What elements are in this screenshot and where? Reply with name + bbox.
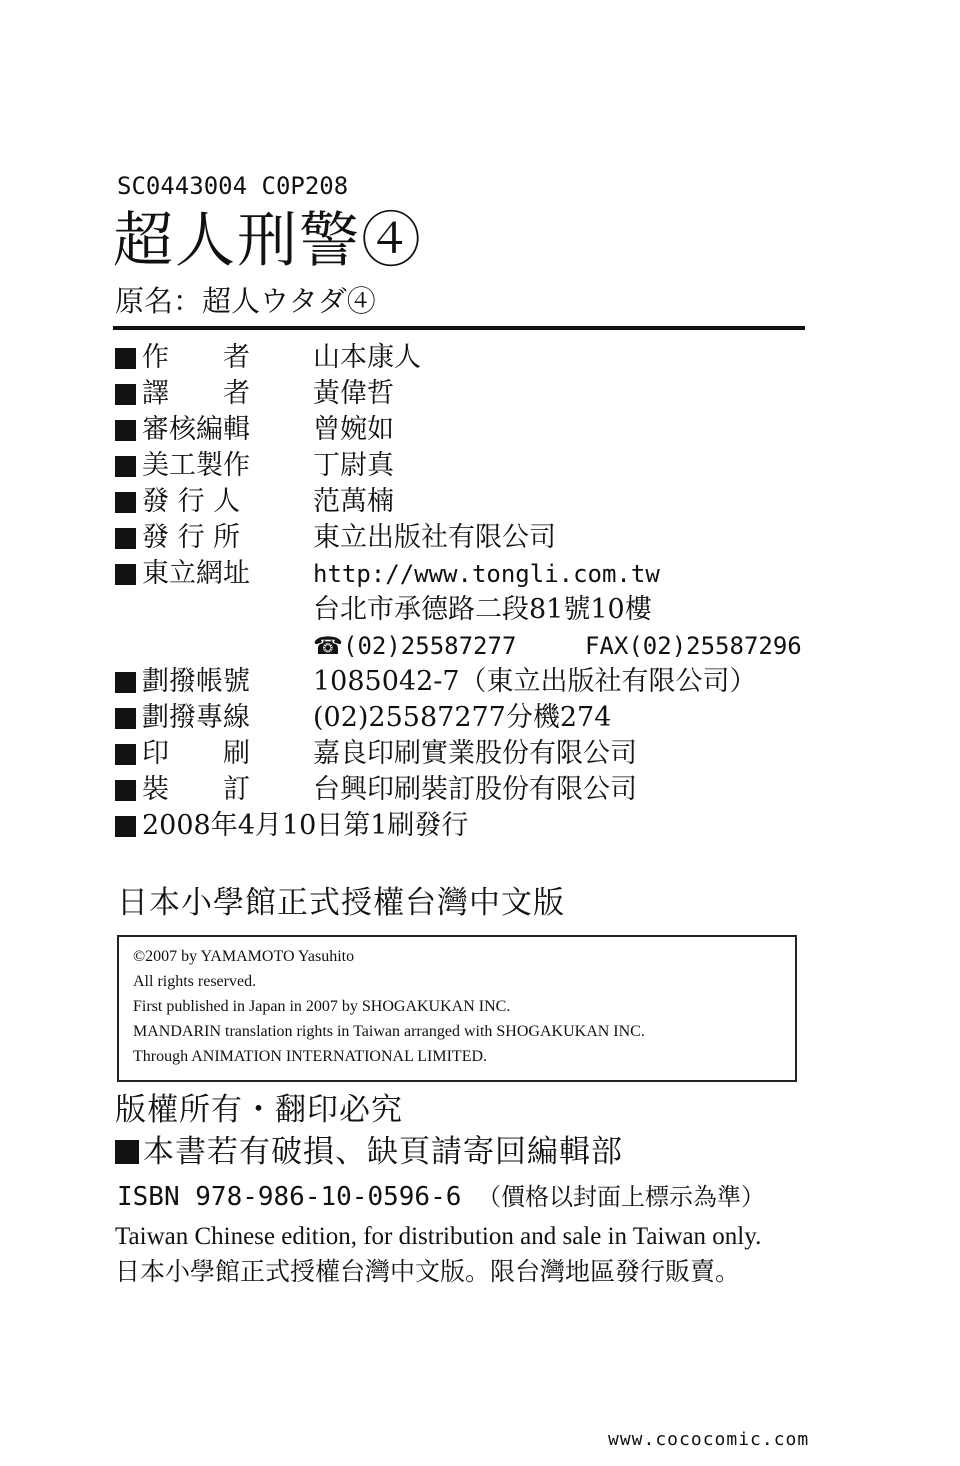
credit-row-art	[115, 448, 815, 484]
bullet-square-icon	[115, 420, 136, 441]
credit-row-website	[115, 556, 815, 592]
phone-row	[115, 628, 815, 664]
credit-value: 山本康人	[313, 342, 421, 373]
credit-row-translator	[115, 376, 815, 412]
copyright-line: ©2007 by YAMAMOTO Yasuhito	[133, 948, 355, 965]
copyright-line: All rights reserved.	[133, 973, 257, 990]
credit-label: 劃撥帳號	[142, 666, 250, 697]
edition-english: Taiwan Chinese edition, for distribution and sale in Taiwan only.	[115, 1223, 762, 1250]
telephone-icon: ☎	[313, 632, 343, 660]
bullet-square-icon	[115, 672, 136, 693]
publisher-address: 台北市承德路二段81號10樓	[313, 594, 652, 625]
license-statement: 日本小學館正式授權台灣中文版	[117, 885, 565, 921]
copyright-line: Through ANIMATION INTERNATIONAL LIMITED.	[133, 1048, 488, 1065]
credit-value: (02)25587277分機274	[313, 702, 612, 733]
publish-date-row	[115, 808, 815, 844]
credit-label: 發 行 人	[142, 486, 241, 517]
copyright-box	[117, 935, 797, 1082]
damage-notice	[115, 1132, 623, 1172]
credit-label: 裝 訂	[142, 774, 250, 805]
isbn-line	[117, 1178, 765, 1216]
credit-row-author	[115, 340, 815, 376]
product-code: SC0443004 C0P208	[117, 172, 349, 200]
credit-value: 1085042-7（東立出版社有限公司）	[313, 666, 757, 697]
book-title: 超人刑警④	[113, 206, 423, 276]
credit-label: 美工製作	[142, 450, 250, 481]
edition-chinese: 日本小學館正式授權台灣中文版。限台灣地區發行販賣。	[115, 1257, 741, 1286]
bullet-square-icon	[115, 816, 136, 837]
credit-label: 印 刷	[142, 738, 250, 769]
bullet-square-icon	[115, 1140, 139, 1164]
divider-rule	[113, 326, 805, 330]
website-link[interactable]: http://www.tongli.com.tw	[313, 560, 660, 588]
phone-number-field	[313, 628, 516, 664]
address-row	[115, 592, 815, 628]
publish-date: 2008年4月10日第1刷發行	[142, 810, 469, 841]
credit-value: 黃偉哲	[313, 378, 394, 409]
credit-value: 丁尉真	[313, 450, 394, 481]
copyright-line: MANDARIN translation rights in Taiwan arranged with SHOGAKUKAN INC.	[133, 1023, 645, 1040]
credit-label: 發 行 所	[142, 522, 241, 553]
credit-row-hotline	[115, 700, 815, 736]
credit-value: 嘉良印刷實業股份有限公司	[313, 738, 637, 769]
rights-reserved: 版權所有・翻印必究	[115, 1092, 403, 1128]
phone-number: (02)25587277	[343, 632, 517, 660]
credit-row-binding	[115, 772, 815, 808]
original-title: 原名：超人ウタダ④	[115, 284, 376, 318]
isbn-price-note: （價格以封面上標示為準）	[477, 1183, 766, 1211]
credit-value: 曾婉如	[313, 414, 394, 445]
copyright-line: First published in Japan in 2007 by SHOGAKUKAN INC.	[133, 998, 511, 1015]
credit-value: 台興印刷裝訂股份有限公司	[313, 774, 637, 805]
credit-label: 審核編輯	[142, 414, 250, 445]
bullet-square-icon	[115, 528, 136, 549]
fax-number: FAX(02)25587296	[585, 632, 802, 660]
credit-row-publisher	[115, 484, 815, 520]
damage-notice-text: 本書若有破損、缺頁請寄回編輯部	[143, 1134, 623, 1170]
bullet-square-icon	[115, 348, 136, 369]
credit-row-printing	[115, 736, 815, 772]
bullet-square-icon	[115, 780, 136, 801]
bullet-square-icon	[115, 456, 136, 477]
bullet-square-icon	[115, 384, 136, 405]
credit-row-editor	[115, 412, 815, 448]
bullet-square-icon	[115, 492, 136, 513]
credit-label: 作 者	[142, 342, 250, 373]
credit-row-account	[115, 664, 815, 700]
bullet-square-icon	[115, 564, 136, 585]
credit-label: 東立網址	[142, 558, 250, 589]
watermark-url: www.cococomic.com	[608, 1429, 810, 1450]
credits-block	[115, 340, 815, 844]
credit-label: 譯 者	[142, 378, 250, 409]
credit-value: 東立出版社有限公司	[313, 522, 556, 553]
bullet-square-icon	[115, 708, 136, 729]
credit-row-publishing-house	[115, 520, 815, 556]
bullet-square-icon	[115, 744, 136, 765]
credit-value: 范萬楠	[313, 486, 394, 517]
isbn-number: ISBN 978-986-10-0596-6	[117, 1182, 462, 1212]
credit-label: 劃撥專線	[142, 702, 250, 733]
